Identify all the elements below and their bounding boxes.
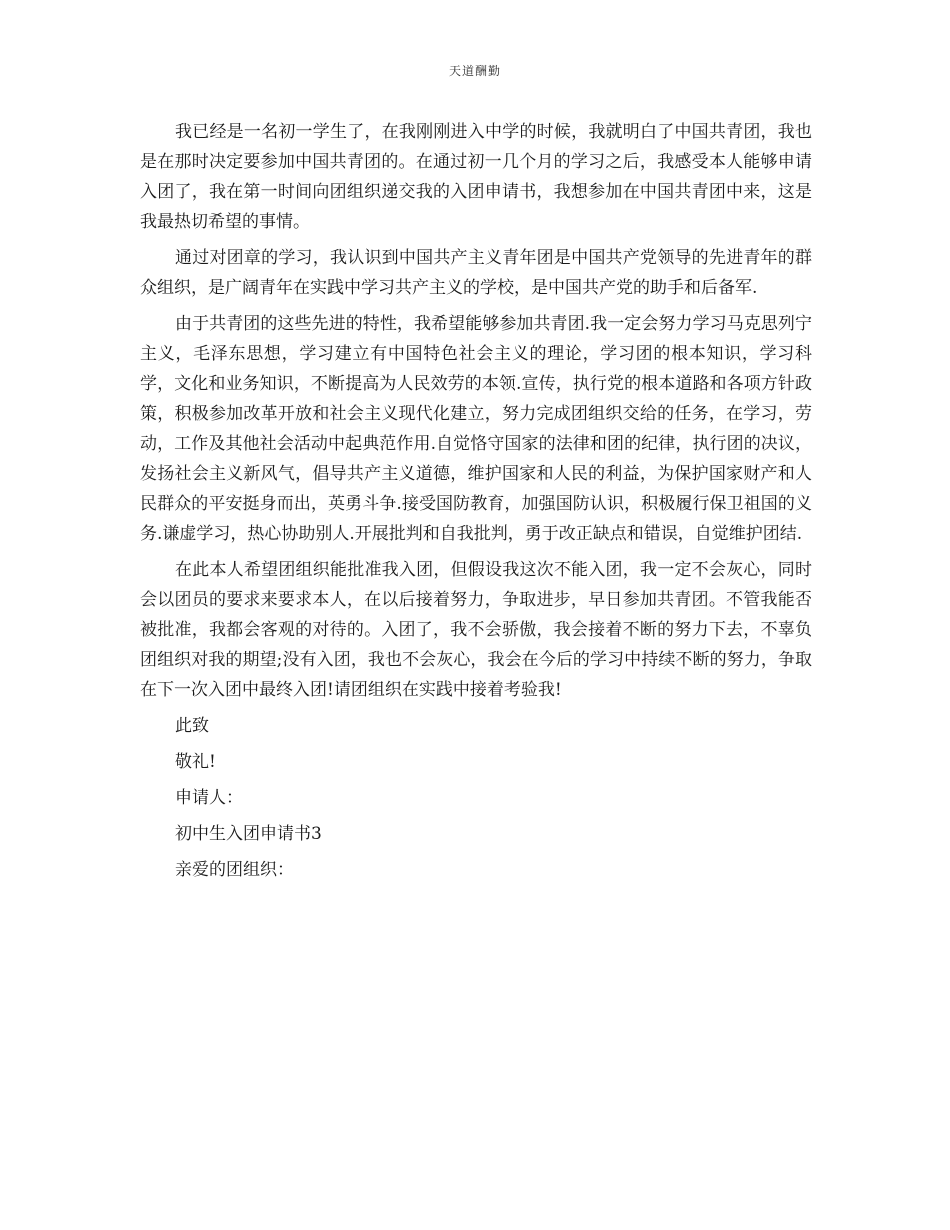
next-document-title: 初中生入团申请书3	[175, 824, 322, 844]
paragraph-2: 通过对团章的学习，我认识到中国共产主义青年团是中国共产党领导的先进青年的群众组织，是广阔青年在实践中学习共产主义的学校，是中国共产党的助手和后备军.	[140, 248, 812, 298]
paragraph-3: 由于共青团的这些先进的特性，我希望能够参加共青团.我一定会努力学习马克思列宁主义，毛泽东思想，学习建立有中国特色社会主义的理论，学习团的根本知识，学习科学，文化和业务知识，不断提高为人民效劳的本领.宣传，执行党的根本道路和各项方针政策，积极参加改革开放和社会主义现代化建立，努力完成团组织交给的任务，在学习，劳动，工作及其他社会活动中起典范作用.自觉恪守国家的法律和团的纪律，执行团的决议，发扬社会主义新风气，倡导共产主义道德，维护国家和人民的利益，为保护国家财产和人民群众的平安挺身而出，英勇斗争.接受国防教育，加强国防认识，积极履行保卫祖国的义务.谦虚学习，热心协助别人.开展批判和自我批判，勇于改正缺点和错误，自觉维护团结.	[140, 314, 812, 544]
page-header: 天道酬勤	[448, 64, 501, 78]
paragraph-4: 在此本人希望团组织能批准我入团，但假设我这次不能入团，我一定不会灰心，同时会以团员的要求来要求本人，在以后接着努力，争取进步，早日参加共青团。不管我能否被批准，我都会客观的对待的。入团了，我不会骄傲，我会接着不断的努力下去，不辜负团组织对我的期望;没有入团，我也不会灰心，我会在今后的学习中持续不断的努力，争取在下一次入团中最终入团!请团组织在实践中接着考验我!	[140, 560, 812, 700]
document-body	[140, 117, 812, 885]
next-document-greeting: 亲爱的团组织：	[175, 860, 294, 880]
closing-regards: 敬礼!	[175, 752, 216, 772]
paragraph-1: 我已经是一名初一学生了，在我刚刚进入中学的时候，我就明白了中国共青团，我也是在那时决定要参加中国共青团的。在通过初一几个月的学习之后，我感受本人能够申请入团了，我在第一时间向团组织递交我的入团申请书，我想参加在中国共青团中来，这是我最热切希望的事情。	[140, 122, 812, 232]
closing-salutation: 此致	[175, 716, 209, 736]
applicant-label: 申请人：	[175, 788, 243, 808]
